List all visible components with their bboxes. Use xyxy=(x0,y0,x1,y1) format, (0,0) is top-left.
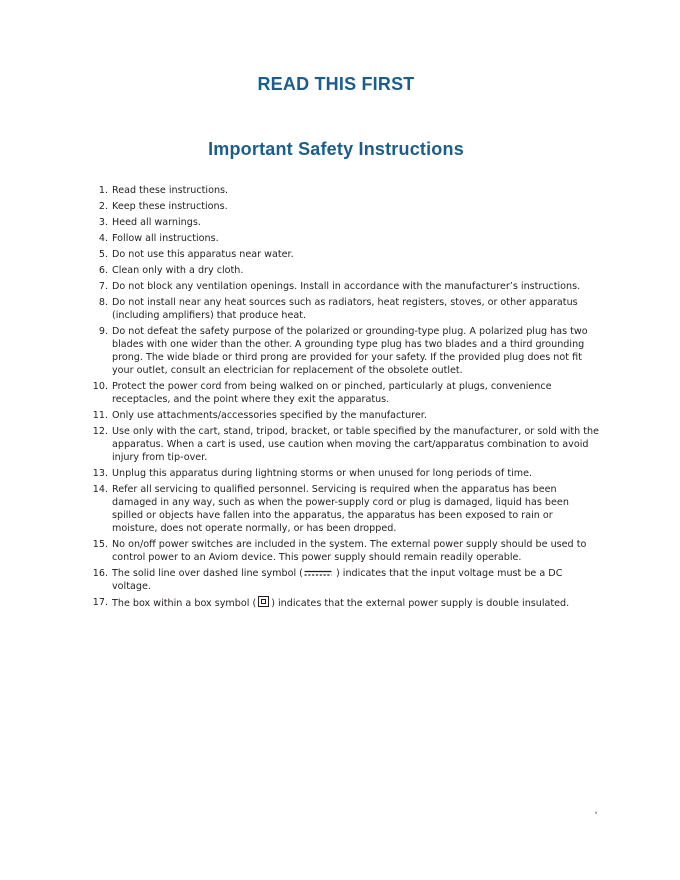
item-number: 8. xyxy=(98,297,108,308)
item-number: 17. xyxy=(92,597,108,608)
item-number: 11. xyxy=(92,410,108,421)
item-text: Read these instructions. xyxy=(112,185,229,196)
list-item xyxy=(88,380,600,406)
item-number: 6. xyxy=(98,265,108,276)
list-item xyxy=(88,264,600,277)
item-number: 12. xyxy=(92,426,108,437)
page-number: v xyxy=(595,810,598,815)
item-number: 1. xyxy=(98,185,108,196)
list-item xyxy=(88,280,600,293)
item-text-after: ) indicates that the input voltage must be a DC voltage. xyxy=(112,568,563,592)
list-item xyxy=(88,232,600,245)
item-text: Clean only with a dry cloth. xyxy=(112,265,244,276)
item-number: 7. xyxy=(98,281,108,292)
item-number: 16. xyxy=(92,568,108,579)
dc-voltage-symbol-icon xyxy=(304,570,332,577)
list-item xyxy=(88,216,600,229)
item-text: Do not install near any heat sources such as radiators, heat registers, stoves, or other apparatus (including amplifiers) that produce heat. xyxy=(112,297,578,321)
list-item xyxy=(88,567,600,593)
item-text xyxy=(112,567,600,593)
list-item xyxy=(88,248,600,261)
item-number: 3. xyxy=(98,217,108,228)
list-item xyxy=(88,409,600,422)
list-item xyxy=(88,467,600,480)
item-text: Refer all servicing to qualified personnel. Servicing is required when the apparatus has been damaged in any way, such as when the power-supply cord or plug is damaged, liquid has been spilled or objects have fallen into the apparatus, the apparatus has been exposed to rain or moisture, does not operate normally, or has been dropped. xyxy=(112,484,569,534)
list-item xyxy=(88,200,600,213)
item-number: 15. xyxy=(92,539,108,550)
item-text: Only use attachments/accessories specified by the manufacturer. xyxy=(112,410,427,421)
item-text: Use only with the cart, stand, tripod, bracket, or table specified by the manufacturer, or sold with the apparatus. When a cart is used, use caution when moving the cart/apparatus combination to avoid injury from tip-over. xyxy=(112,426,600,463)
list-item xyxy=(88,325,600,377)
item-number: 10. xyxy=(92,381,108,392)
double-insulated-symbol-icon xyxy=(258,596,269,607)
item-text: Protect the power cord from being walked on or pinched, particularly at plugs, convenience receptacles, and the point where they exit the apparatus. xyxy=(112,381,552,405)
item-number: 4. xyxy=(98,233,108,244)
item-text: Do not defeat the safety purpose of the polarized or grounding-type plug. A polarized plug has two blades with one wider than the other. A grounding type plug has two blades and a third grounding prong. The wide blade or third prong are provided for your safety. If the provided plug does not fit your outlet, consult an electrician for replacement of the obsolete outlet. xyxy=(112,326,588,376)
item-text xyxy=(112,596,600,610)
item-number: 2. xyxy=(98,201,108,212)
item-text: Keep these instructions. xyxy=(112,201,228,212)
item-text-before: The box within a box symbol ( xyxy=(112,598,257,609)
item-text: Follow all instructions. xyxy=(112,233,219,244)
list-item xyxy=(88,296,600,322)
item-text: Do not use this apparatus near water. xyxy=(112,249,294,260)
item-text: Do not block any ventilation openings. Install in accordance with the manufacturer’s instructions. xyxy=(112,281,581,292)
item-text: Heed all warnings. xyxy=(112,217,201,228)
list-item xyxy=(88,483,600,535)
item-number: 14. xyxy=(92,484,108,495)
list-item xyxy=(88,596,600,610)
list-item xyxy=(88,184,600,197)
list-item xyxy=(88,425,600,464)
item-number: 5. xyxy=(98,249,108,260)
item-number: 13. xyxy=(92,468,108,479)
item-text-before: The solid line over dashed line symbol ( xyxy=(112,568,303,579)
list-item xyxy=(88,538,600,564)
section-title: Important Safety Instructions xyxy=(208,139,464,159)
item-text-after: ) indicates that the external power supply is double insulated. xyxy=(271,598,570,609)
safety-instructions-list xyxy=(88,184,600,613)
item-text: No on/off power switches are included in the system. The external power supply should be used to control power to an Aviom device. This power supply should remain readily operable. xyxy=(112,539,587,563)
item-text: Unplug this apparatus during lightning storms or when unused for long periods of time. xyxy=(112,468,533,479)
item-number: 9. xyxy=(98,326,108,337)
page-title: READ THIS FIRST xyxy=(257,74,415,94)
